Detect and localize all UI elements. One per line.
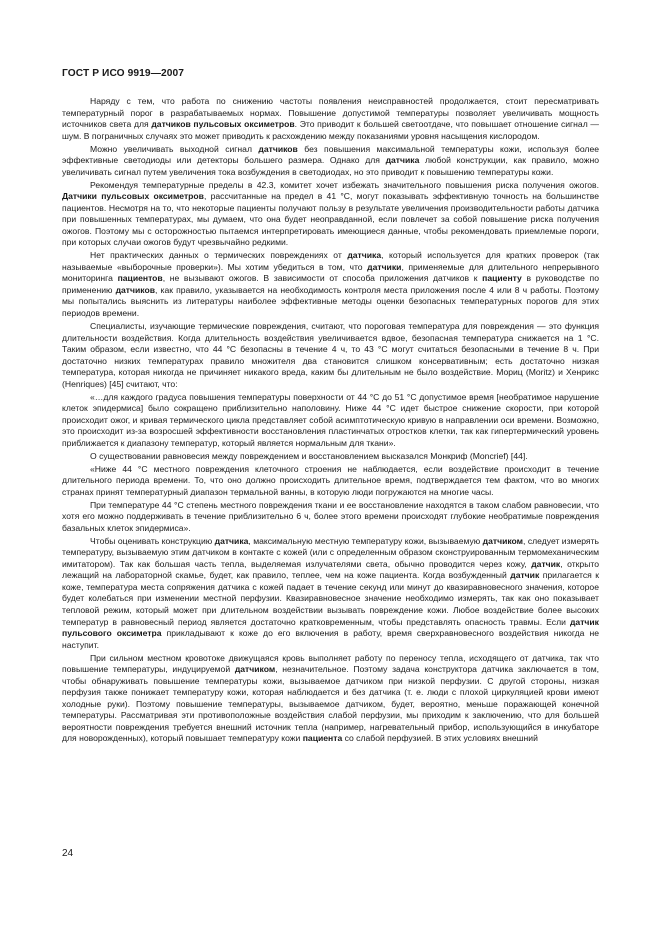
bold-term: датчиков	[115, 284, 155, 295]
text-run: , который используется для кратких проверок (так называемые «выборочные проверки»). Мы хотим убедиться в том, что	[62, 250, 599, 272]
text-run: , применяемые для длительного непрерывного мониторинга	[62, 261, 599, 284]
text-run: Нет практических данных о термических повреждениях от	[90, 250, 348, 261]
bold-term: датчиком	[482, 535, 524, 546]
text-run: При температуре 44 °C степень местного повреждения ткани и ее восстановление находятся в таком слабом равновесии, что хотя его можно поддерживать в течение приблизительно 6 ч, более этого времени происходят глубокие необратимые повреждения базальных клеток эпидермиса».	[62, 499, 599, 533]
text-run: в руководстве по применению	[62, 273, 599, 295]
bold-term: датчика	[214, 535, 249, 546]
text-run: , максимальную местную температуру кожи, вызываемую	[248, 535, 483, 546]
text-run: . Это приводит к большей светоотдаче, что повышает отношение сигнал — шум. В пограничных случаях это может приводить к расхождению между показаниями уровня насыщения кислородом.	[62, 119, 599, 141]
text-run: Можно увеличивать выходной сигнал	[90, 143, 259, 154]
text-run: Специалисты, изучающие термические повреждения, считают, что пороговая температура для повреждения — это функция длительности воздействия. Когда длительность воздействия увеличивается вдвое, безопасная температура снижается на 1 °C. Таким образом, если известно, что 44 °C безопасны в течение 4 ч, то 43 °C могут считаться безопасными в течение 8 ч. При достаточно низких температурах правило множителя два становится слишком консервативным; есть достаточно низкая температура, которая никогда не причиняет никакого вреда, каким бы длительным не было воздействие. Мориц (Moritz) и Хенрикс (Henriques) [45] считают, что:	[62, 320, 599, 389]
text-run: Наряду с тем, что работа по снижению частоты появления неисправностей продолжается, стоит пересматривать температурный порог в разрабатываемых нормах. Повышение допустимой температуры позволяет увеличивать мощность источников света для	[62, 96, 599, 130]
bold-term: пациенту	[482, 273, 522, 284]
text-run: Чтобы оценивать конструкцию	[90, 535, 215, 546]
bold-term: датчика	[347, 250, 382, 261]
body-paragraph	[62, 96, 599, 142]
bold-term: датчиков пульсовых оксиметров	[151, 119, 295, 130]
body-paragraph	[62, 321, 599, 390]
text-run: «…для каждого градуса повышения температуры поверхности от 44 °C до 51 °C допустимое время [необратимое нарушение клеток эпидермиса] было сокращено приблизительно наполовину. Ниже 44 °C идет быстрое снижение скорости, при которой происходит ожог, и кривая термического цикла представляет собой асимптотическую кривую в направлении оси времени. Возможно, это происходит из-за возросшей эффективности восстановления пластинчатых отростков клетки, так как гипертермический уровень приближается к диапазону температур, который является нормальным для ткани».	[62, 391, 599, 448]
bold-term: пациента	[302, 733, 343, 744]
bold-term: датчик пульсового оксиметра	[62, 616, 599, 639]
bold-term: датчиков	[258, 143, 298, 154]
body-paragraph	[62, 180, 599, 249]
text-run: Рекомендуя температурные пределы в 42.3, комитет хочет избежать значительного повышения риска получения ожогов.	[90, 179, 599, 190]
text-run: , открыто лежащий на лабораторной скамье, будет, как правило, теплее, чем на коже пациента. Когда возбужденный	[62, 558, 599, 581]
text-run: , рассчитанные на предел в 41 °C, могут показывать эффективную точность на большинстве пациентов. Несмотря на то, что некоторые пациенты получают пользу в результате увеличения производительности работы датчика при повышенных температурах, мы думаем, что она будет неоправданной, если повлечет за собой повышение риска получения ожогов. Поэтому мы с осторожностью пытаемся интерпретировать имеющиеся данные, чтобы рекомендовать приемлемые пороги, при которых случаи ожогов будут чрезвычайно редкими.	[62, 191, 599, 248]
text-run: «Ниже 44 °C местного повреждения клеточного строения не наблюдается, если воздействие происходит в течение длительного периода времени. То, что оно должно происходить длительное время, подтверждается тем фактом, что во многих странах принят температурный диапазон термальной ванны, в которую люди погружаются на многие часы.	[62, 463, 599, 497]
text-run: , следует измерять температуру, вызываемую этим датчиком в контакте с кожей (или с определенным образом сконструированным термомеханическим имитатором). Так как большая часть тепла, выделяемая излучателями света, обычно проводится через кожу,	[62, 535, 599, 569]
text-run: , не вызывают ожогов. В зависимости от способа приложения датчиков к	[162, 273, 483, 284]
document-header: ГОСТ Р ИСО 9919—2007	[62, 68, 185, 79]
text-run: , как правило, указывается на необходимость контроля места приложения после 4 или 8 ч работы. Поэтому мы попытались выяснить из литературы наиболее эффективные методы оценки безопасных температурных порогов для этих периодов времени.	[62, 284, 599, 319]
text-run: любой конструкции, как правило, можно увеличивать сигнал путем увеличения тока возбуждения в светодиодах, но это приводит к повышению температуры кожи.	[62, 155, 600, 177]
text-run: прилагается к коже, температура места сопряжения датчика с кожей падает в течение секунд или минут до квазиравновесного значения, которое будет колебаться при изменении местной перфузии. Квазиравновесное значение необходимо измерять, так как оно показывает тепловой режим, который может при длительном воздействии вызывать повреждение кожи. Любое воздействие более высоких температур в равновесный период является достаточно кратковременным, чтобы представлять опасность травмы. Если	[62, 570, 599, 627]
page-number: 24	[62, 848, 74, 859]
text-run: без повышения максимальной температуры кожи, используя более эффективные светодиоды или детекторы большего размера. Однако для	[62, 143, 599, 166]
bold-term: Датчики пульсовых оксиметров	[62, 191, 204, 202]
body-paragraph	[62, 451, 599, 463]
bold-term: датчики	[367, 261, 402, 272]
bold-term: пациентов	[117, 273, 163, 284]
bold-term: датчик	[531, 558, 561, 569]
body-paragraph	[62, 653, 599, 745]
body-paragraph	[62, 536, 599, 651]
body-paragraph	[62, 464, 599, 499]
bold-term: датчиком	[234, 664, 276, 675]
text-run: О существовании равновесия между повреждением и восстановлением высказался Монкриф (Moncrief) [44].	[90, 450, 528, 461]
body-paragraph	[62, 144, 599, 179]
bold-term: датчика	[385, 155, 420, 166]
bold-term: датчик	[510, 570, 540, 581]
document-body	[62, 96, 599, 746]
body-paragraph	[62, 500, 599, 535]
text-run: , незначительное. Поэтому задача конструктора датчика заключается в том, чтобы обнаруживать повышение температуры кожи, вызываемое датчиком при низкой перфузии. С другой стороны, низкая перфузия также понижает температуру кожи, которая наблюдается и без датчика (т. е. люди с плохой циркуляцией крови имеют холодные руки). Поэтому повышение температуры, вызываемое датчиком, будет, вероятно, меньше поражающей конечной температуры. Рассматривая эти противоположные воздействия слабой перфузии, мы приходим к заключению, что для большей вероятности повреждения требуется внешний источник тепла (например, нагревательный прибор, использующийся в инкубаторе для новорожденных), который повышает температуру кожи	[62, 664, 600, 744]
body-paragraph	[62, 250, 599, 319]
text-run: прикладывают к коже до его включения в работу, время сверхравновесного воздействия никогда не наступит.	[62, 628, 599, 650]
body-paragraph	[62, 392, 599, 450]
text-run: При сильном местном кровотоке движущаяся кровь выполняет работу по переносу тепла, исходящего от датчика, так что повышение температуры, индуцируемой	[62, 652, 599, 675]
text-run: со слабой перфузией. В этих условиях внешний	[342, 733, 538, 744]
